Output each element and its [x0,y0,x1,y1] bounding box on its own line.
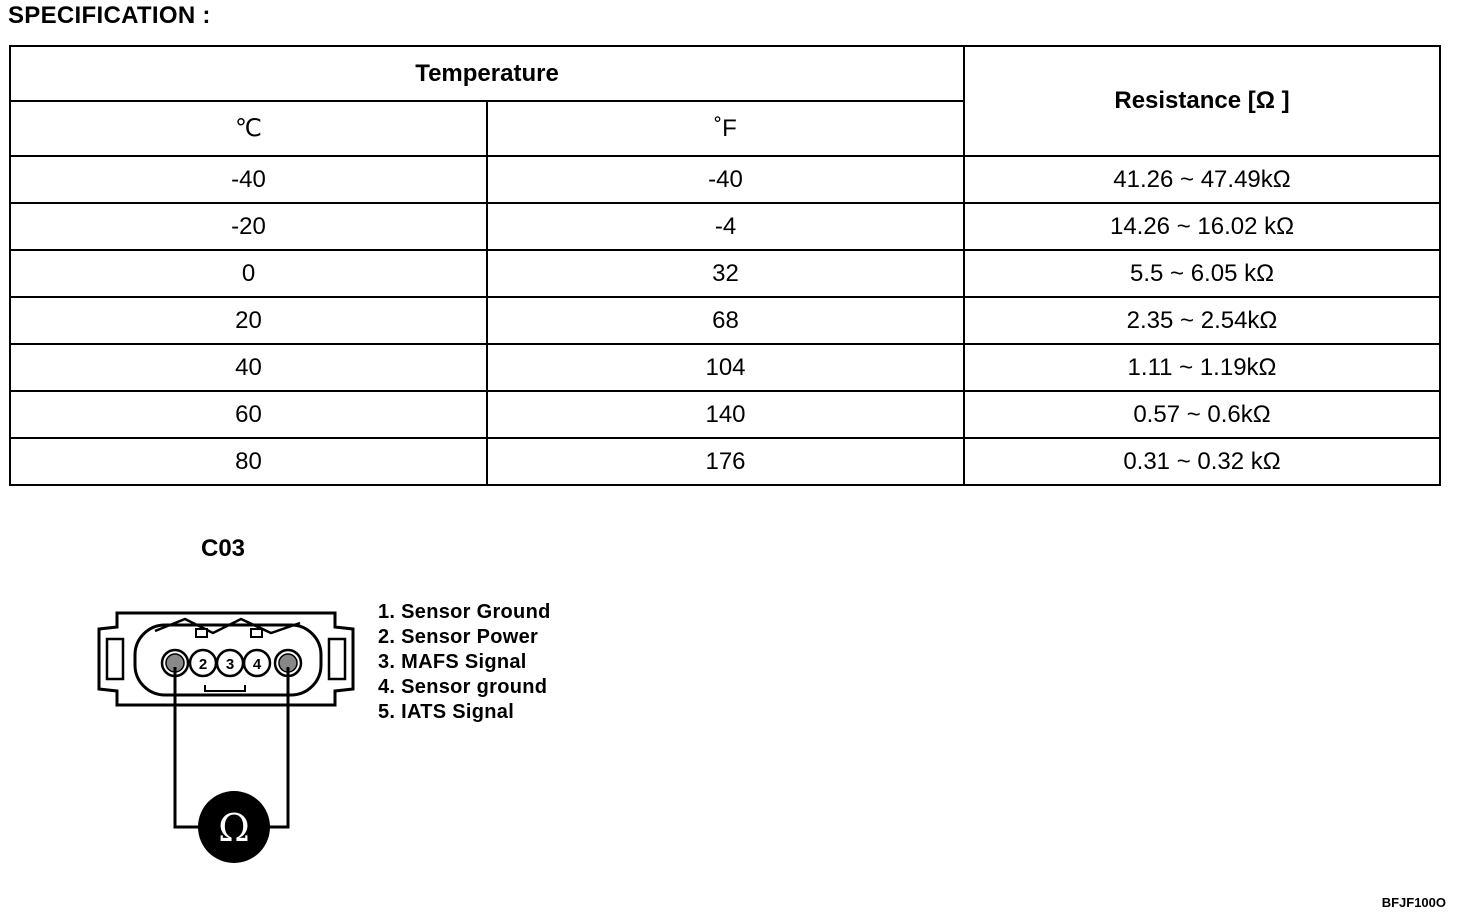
table-row [10,156,1440,203]
table-row [10,297,1440,344]
fahrenheit-cell: 32 [487,250,964,297]
celsius-cell: 80 [10,438,487,485]
figure-code: BFJF100O [1381,895,1446,910]
table-row [10,391,1440,438]
resistance-cell: 14.26 ~ 16.02 kΩ [964,203,1440,250]
table-row [10,203,1440,250]
resistance-cell: 0.57 ~ 0.6kΩ [964,391,1440,438]
pin-legend-item: 1. Sensor Ground [378,601,551,623]
resistance-cell: 5.5 ~ 6.05 kΩ [964,250,1440,297]
specification-table [9,45,1441,486]
right-latch [329,639,345,679]
pin-legend-item: 2. Sensor Power [378,626,539,648]
pin-3-number: 3 [225,656,235,673]
fahrenheit-cell: 68 [487,297,964,344]
celsius-cell: 40 [10,344,487,391]
fahrenheit-cell: -40 [487,156,964,203]
pin-legend-item: 5. IATS Signal [378,701,515,723]
ohm-symbol: Ω [218,806,250,850]
resistance-cell: 1.11 ~ 1.19kΩ [964,344,1440,391]
pin-2-number: 2 [198,656,208,673]
pin-4 [244,650,270,676]
celsius-header: ℃ [10,101,487,156]
fahrenheit-cell: -4 [487,203,964,250]
connector-name: C03 [201,535,246,562]
fahrenheit-cell: 104 [487,344,964,391]
pin-4-number: 4 [252,656,262,673]
table-row [10,344,1440,391]
temperature-header: Temperature [10,46,964,101]
resistance-cell: 0.31 ~ 0.32 kΩ [964,438,1440,485]
table-row [10,250,1440,297]
fahrenheit-cell: 176 [487,438,964,485]
pin-legend [378,600,551,725]
left-latch [107,639,123,679]
pin-legend-item: 4. Sensor ground [378,676,548,698]
celsius-cell: 20 [10,297,487,344]
celsius-cell: 0 [10,250,487,297]
celsius-cell: 60 [10,391,487,438]
connector-diagram [95,605,365,870]
fahrenheit-cell: 140 [487,391,964,438]
pin-2 [190,650,216,676]
table-row [10,438,1440,485]
page-title: SPECIFICATION : [8,2,211,29]
resistance-cell: 2.35 ~ 2.54kΩ [964,297,1440,344]
pin-legend-item: 3. MAFS Signal [378,651,527,673]
resistance-cell: 41.26 ~ 47.49kΩ [964,156,1440,203]
pin-3 [217,650,243,676]
resistance-header: Resistance [Ω ] [964,46,1440,156]
celsius-cell: -40 [10,156,487,203]
celsius-cell: -20 [10,203,487,250]
fahrenheit-header: ˚F [487,101,964,156]
